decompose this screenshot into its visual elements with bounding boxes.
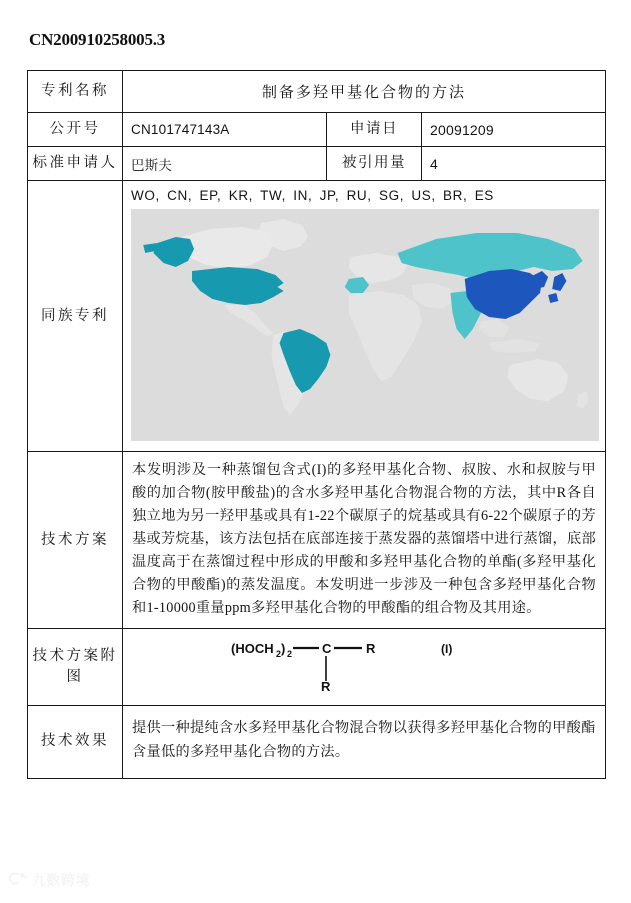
chemical-formula-cell [123,629,606,706]
table-row-applicant [28,147,606,181]
table-row-technical-solution [28,452,606,629]
watermark-text: 九数跨境 [32,871,90,888]
label-publication-number: 公开号 [28,113,123,147]
label-technical-figure: 技术方案附图 [28,629,123,706]
label-patent-family: 同族专利 [28,181,123,452]
table-row-publication [28,113,606,147]
world-map [131,209,599,441]
label-technical-effect: 技术效果 [28,706,123,779]
value-patent-title: 制备多羟甲基化合物的方法 [123,71,606,113]
patent-info-table [27,70,606,779]
chemical-structure-diagram [123,629,605,705]
value-application-date: 20091209 [422,113,606,147]
label-technical-solution: 技术方案 [28,452,123,629]
watermark [7,869,90,890]
svg-text:R: R [321,679,331,695]
svg-text:2: 2 [276,649,282,660]
value-technical-effect: 提供一种提纯含水多羟甲基化合物混合物以获得多羟甲基化合物的甲酸酯含量低的多羟甲基化合物的方法。 [123,706,606,779]
watermark-logo-icon [7,869,28,890]
label-citation-count: 被引用量 [327,147,422,181]
country-code-list: WO, CN, EP, KR, TW, IN, JP, RU, SG, US, BR, ES [131,188,494,204]
value-standard-applicant: 巴斯夫 [123,147,327,181]
label-standard-applicant: 标准申请人 [28,147,123,181]
svg-text:(HOCH: (HOCH [231,641,274,657]
table-row-patent-family [28,181,606,452]
table-row-technical-effect [28,706,606,779]
label-patent-title: 专利名称 [28,71,123,113]
page-title: CN200910258005.3 [29,30,166,49]
value-technical-solution: 本发明涉及一种蒸馏包含式(I)的多羟甲基化合物、叔胺、水和叔胺与甲酸的加合物(胺甲酸盐)的含水多羟甲基化合物混合物的方法，其中R各自独立地为另一羟甲基或具有1-22个碳原子的烷基或具有6-22个碳原子的芳基或芳烷基，该方法包括在底部连接于蒸发器的蒸馏塔中进行蒸馏，底部温度高于在蒸馏过程中形成的甲酸和多羟甲基化合物的单酯(多羟甲基化合物的甲酸酯)的蒸发温度。本发明进一步涉及一种包含多羟甲基化合物和1-10000重量ppm多羟甲基化合物的甲酸酯的组合物及其用途。 [123,452,606,629]
svg-text:(I): (I) [441,642,453,657]
value-publication-number: CN101747143A [123,113,327,147]
table-row-title [28,71,606,113]
svg-text:C: C [322,641,332,657]
patent-family-cell [123,181,606,452]
table-row-technical-figure [28,629,606,706]
label-application-date: 申请日 [327,113,422,147]
svg-text:2: 2 [287,649,293,660]
value-citation-count: 4 [422,147,606,181]
svg-text:R: R [366,641,376,657]
svg-text:): ) [281,641,286,657]
